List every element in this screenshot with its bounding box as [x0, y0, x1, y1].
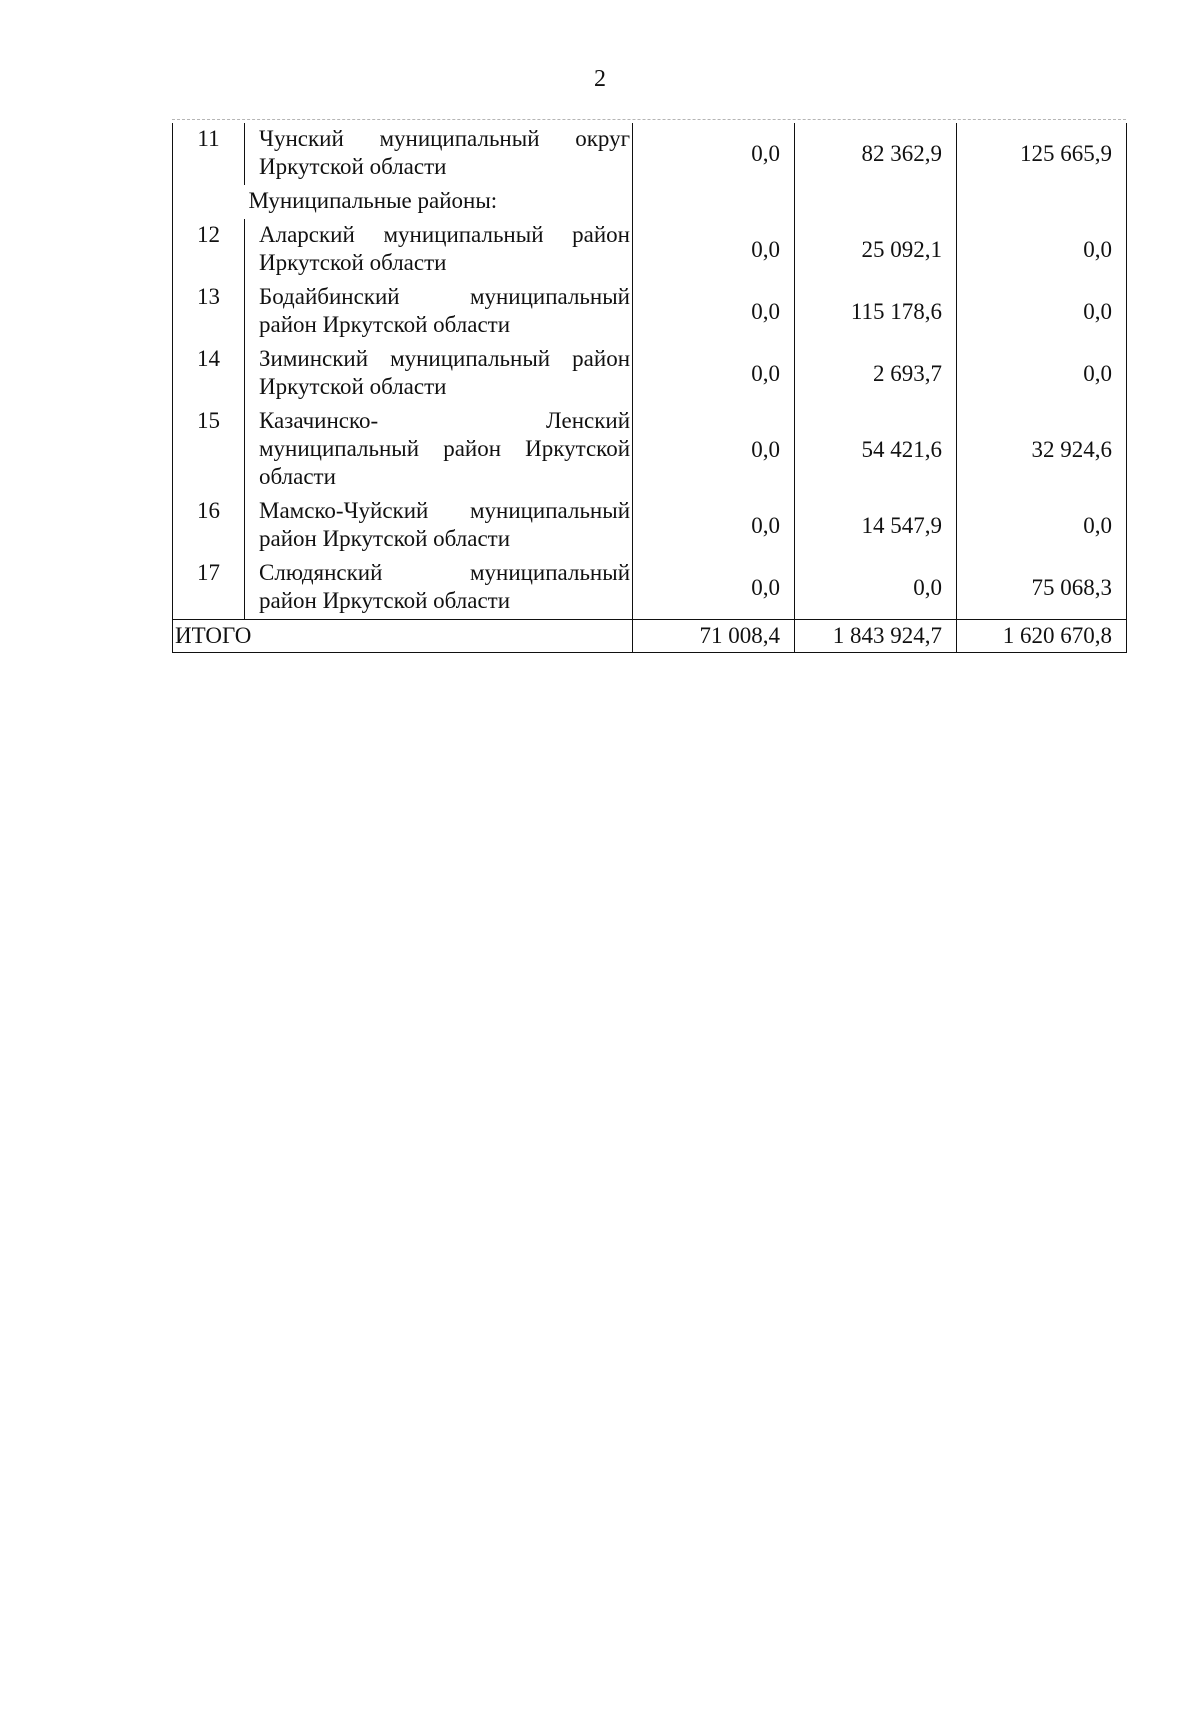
- municipality-name: [245, 405, 633, 495]
- value-cell-2: 82 362,9: [795, 123, 957, 185]
- total-value-3: 1 620 670,8: [957, 620, 1127, 653]
- total-label: ИТОГО: [173, 620, 633, 653]
- value-cell-2: 2 693,7: [795, 343, 957, 405]
- value-cell-2: 25 092,1: [795, 219, 957, 281]
- value-cell-empty: [633, 185, 795, 219]
- municipality-name-line: Мамско-Чуйский муниципальный: [259, 498, 630, 523]
- municipality-name-line: области: [259, 464, 336, 489]
- value-cell-1: 0,0: [633, 495, 795, 557]
- value-cell-3: 0,0: [957, 281, 1127, 343]
- value-cell-2: 0,0: [795, 557, 957, 620]
- municipality-name: [245, 495, 633, 557]
- value-cell-3: 125 665,9: [957, 123, 1127, 185]
- municipality-name: [245, 219, 633, 281]
- municipality-name: [245, 281, 633, 343]
- total-value-1: 71 008,4: [633, 620, 795, 653]
- row-number-cell: [173, 185, 245, 219]
- value-cell-2: 54 421,6: [795, 405, 957, 495]
- municipality-name-line: Иркутской области: [259, 250, 447, 275]
- value-cell-1: 0,0: [633, 557, 795, 620]
- value-cell-2: 115 178,6: [795, 281, 957, 343]
- value-cell-1: 0,0: [633, 123, 795, 185]
- allocation-table: [172, 123, 1127, 653]
- municipality-name-line: муниципальный район Иркутской: [259, 436, 630, 461]
- row-number: 14: [173, 343, 245, 405]
- row-number: 17: [173, 557, 245, 620]
- value-cell-2: 14 547,9: [795, 495, 957, 557]
- municipality-name-line: Чунский муниципальный округ: [259, 126, 630, 151]
- table-row: [173, 123, 1127, 185]
- municipality-name: [245, 123, 633, 185]
- municipality-name-line: Иркутской области: [259, 154, 447, 179]
- municipality-name-line: Аларский муниципальный район: [259, 222, 630, 247]
- municipality-name: [245, 343, 633, 405]
- table-body: [173, 123, 1127, 653]
- value-cell-3: 32 924,6: [957, 405, 1127, 495]
- municipality-name-line: район Иркутской области: [259, 588, 511, 613]
- value-cell-empty: [957, 185, 1127, 219]
- value-cell-3: 0,0: [957, 495, 1127, 557]
- value-cell-1: 0,0: [633, 405, 795, 495]
- municipality-name-line: Иркутской области: [259, 374, 447, 399]
- row-number: 15: [173, 405, 245, 495]
- total-row: [173, 620, 1127, 653]
- table-row: [173, 343, 1127, 405]
- value-cell-3: 75 068,3: [957, 557, 1127, 620]
- allocation-table-container: [172, 123, 1126, 653]
- row-number: 11: [173, 123, 245, 185]
- municipality-name-line: Зиминский муниципальный район: [259, 346, 630, 371]
- value-cell-1: 0,0: [633, 343, 795, 405]
- table-row: [173, 219, 1127, 281]
- municipality-name-line: Бодайбинский муниципальный: [259, 284, 630, 309]
- municipality-name-line: район Иркутской области: [259, 526, 511, 551]
- table-row: [173, 405, 1127, 495]
- municipality-name: [245, 557, 633, 620]
- value-cell-empty: [795, 185, 957, 219]
- value-cell-3: 0,0: [957, 219, 1127, 281]
- value-cell-3: 0,0: [957, 343, 1127, 405]
- subheader-label: Муниципальные районы:: [245, 185, 633, 219]
- table-row: [173, 281, 1127, 343]
- total-value-2: 1 843 924,7: [795, 620, 957, 653]
- row-number: 13: [173, 281, 245, 343]
- table-subheader-row: [173, 185, 1127, 219]
- municipality-name-line: Слюдянский муниципальный: [259, 560, 630, 585]
- municipality-name-line: Казачинско- Ленский: [259, 408, 630, 433]
- table-row: [173, 495, 1127, 557]
- row-number: 12: [173, 219, 245, 281]
- value-cell-1: 0,0: [633, 281, 795, 343]
- row-number: 16: [173, 495, 245, 557]
- page-number: 2: [594, 66, 606, 92]
- value-cell-1: 0,0: [633, 219, 795, 281]
- municipality-name-line: район Иркутской области: [259, 312, 511, 337]
- table-row: [173, 557, 1127, 620]
